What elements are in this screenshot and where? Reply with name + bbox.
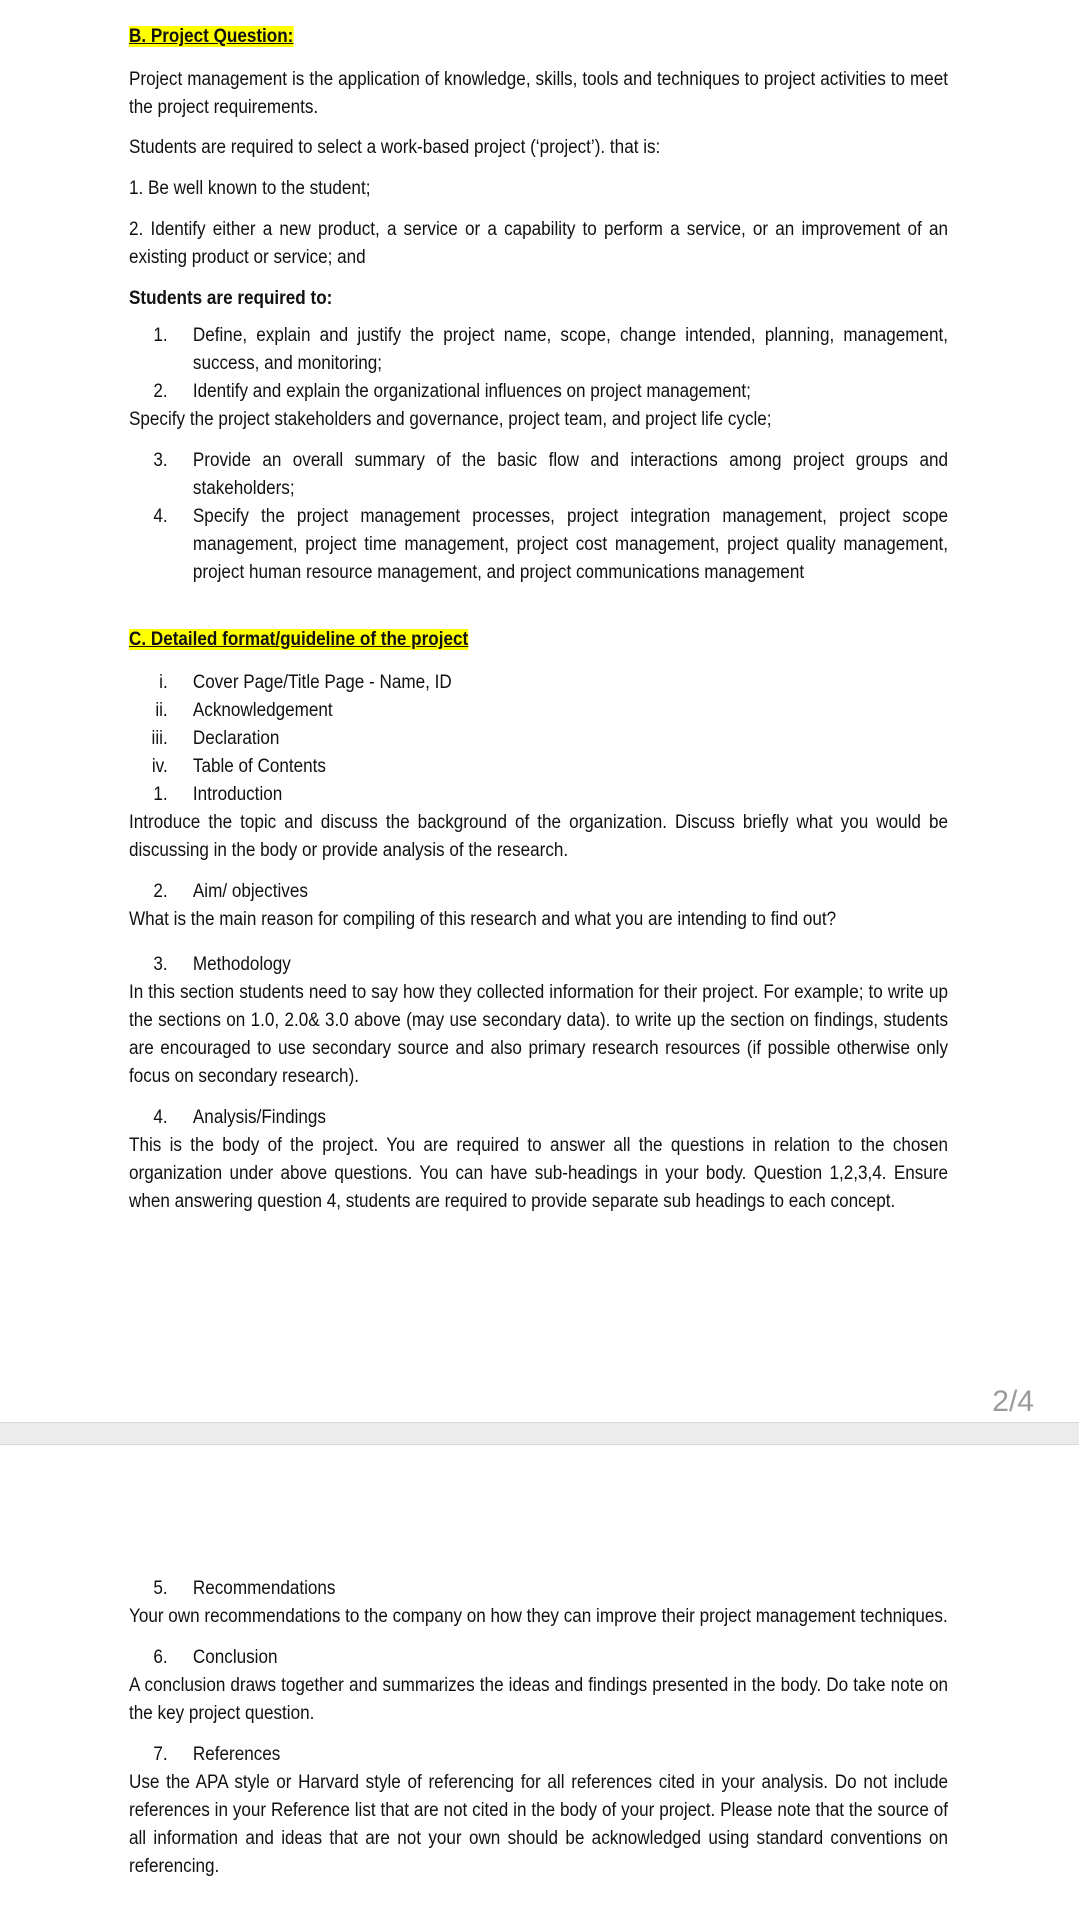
section-c-heading: C. Detailed format/guideline of the project xyxy=(129,629,469,650)
stakeholders-line: Specify the project stakeholders and governance, project team, and project life cycle; xyxy=(129,409,772,430)
paragraph-select-project: Students are required to select a work-based project (‘project’). that is: xyxy=(129,137,661,158)
paragraph-project-management-definition: Project management is the application of knowledge, skills, tools and techniques to project activities to meet the project requirements. xyxy=(129,69,948,118)
section-number: 7. xyxy=(153,1744,168,1765)
section-title: Methodology xyxy=(192,954,291,975)
section-references-text: Use the APA style or Harvard style of referencing for all references cited in your analysis. Do not include references in your Reference list that are not cited in the body of your project. Please note that the source of all information and ideas that are not your own should be acknowledged using standard conventions on referencing. xyxy=(129,1772,948,1877)
point-well-known: 1. Be well known to the student; xyxy=(129,178,371,199)
section-references-title xyxy=(129,1741,948,1769)
section-introduction-title xyxy=(129,781,948,809)
task-text: Identify and explain the organizational influences on project management; xyxy=(192,381,751,402)
section-title: Aim/ objectives xyxy=(192,881,308,902)
section-number: 2. xyxy=(153,881,168,902)
document-page-3 xyxy=(0,1445,1079,1929)
section-methodology-text: In this section students need to say how they collected information for their project. For example; to write up the sections on 1.0, 2.0& 3.0 above (may use secondary data). to write up the section on findings, students are encouraged to use secondary source and also primary research resources (if possible otherwise only focus on secondary research). xyxy=(129,982,948,1087)
point-identify-product: 2. Identify either a new product, a service or a capability to perform a service, or an improvement of an existing product or service; and xyxy=(129,219,948,268)
task-item-1 xyxy=(129,322,948,378)
roman-item-text: Cover Page/Title Page - Name, ID xyxy=(192,672,452,693)
roman-item-i xyxy=(129,669,948,697)
section-aim-text: What is the main reason for compiling of this research and what you are intending to find out? xyxy=(129,909,837,930)
section-conclusion-text: A conclusion draws together and summarizes the ideas and findings presented in the body. Do take note on the key project question. xyxy=(129,1675,948,1724)
task-text: Specify the project management processes, project integration management, project scope management, project time management, project cost management, project quality management, project human resource management, and project communications management xyxy=(192,506,948,583)
task-number: 1. xyxy=(153,325,168,346)
task-number: 4. xyxy=(153,506,168,527)
task-item-3 xyxy=(129,447,948,503)
roman-numeral: iii. xyxy=(151,728,168,749)
section-analysis-title xyxy=(129,1104,948,1132)
section-analysis-text: This is the body of the project. You are required to answer all the questions in relation to the chosen organization under above questions. You can have sub-headings in your body. Question 1,2,3,4. Ensure when answering question 4, students are required to provide separate sub headings to each concept. xyxy=(129,1135,948,1212)
page-2-content xyxy=(129,23,948,1216)
section-b-heading: B. Project Question: xyxy=(129,26,294,47)
page-3-content xyxy=(129,1575,948,1881)
section-title: Conclusion xyxy=(192,1647,278,1668)
page-number: 2/4 xyxy=(992,1385,1034,1418)
roman-numeral: ii. xyxy=(155,700,168,721)
task-number: 2. xyxy=(153,381,168,402)
roman-item-ii xyxy=(129,697,948,725)
task-item-4 xyxy=(129,503,948,587)
section-number: 3. xyxy=(153,954,168,975)
task-text: Provide an overall summary of the basic flow and interactions among project groups and stakeholders; xyxy=(192,450,948,499)
task-number: 3. xyxy=(153,450,168,471)
roman-numeral: iv. xyxy=(151,756,168,777)
section-title: Recommendations xyxy=(192,1578,336,1599)
students-required-heading: Students are required to: xyxy=(129,288,333,309)
section-aim-title xyxy=(129,878,948,906)
roman-item-iii xyxy=(129,725,948,753)
section-number: 1. xyxy=(153,784,168,805)
section-title: References xyxy=(192,1744,281,1765)
roman-item-text: Declaration xyxy=(192,728,280,749)
section-number: 4. xyxy=(153,1107,168,1128)
section-title: Analysis/Findings xyxy=(192,1107,326,1128)
roman-item-iv xyxy=(129,753,948,781)
roman-numeral: i. xyxy=(159,672,168,693)
page-separator xyxy=(0,1422,1079,1445)
task-text: Define, explain and justify the project name, scope, change intended, planning, management, success, and monitoring; xyxy=(192,325,948,374)
section-title: Introduction xyxy=(192,784,283,805)
section-recommendations-text: Your own recommendations to the company on how they can improve their project management techniques. xyxy=(129,1606,948,1627)
section-c-heading-wrap xyxy=(129,626,948,654)
roman-item-text: Table of Contents xyxy=(192,756,326,777)
section-recommendations-title xyxy=(129,1575,948,1603)
section-number: 5. xyxy=(153,1578,168,1599)
roman-item-text: Acknowledgement xyxy=(192,700,333,721)
section-number: 6. xyxy=(153,1647,168,1668)
section-introduction-text: Introduce the topic and discuss the background of the organization. Discuss briefly what you would be discussing in the body or provide analysis of the research. xyxy=(129,812,948,861)
section-b-heading-wrap xyxy=(129,23,948,51)
section-methodology-title xyxy=(129,951,948,979)
section-conclusion-title xyxy=(129,1644,948,1672)
task-item-2 xyxy=(129,378,948,406)
